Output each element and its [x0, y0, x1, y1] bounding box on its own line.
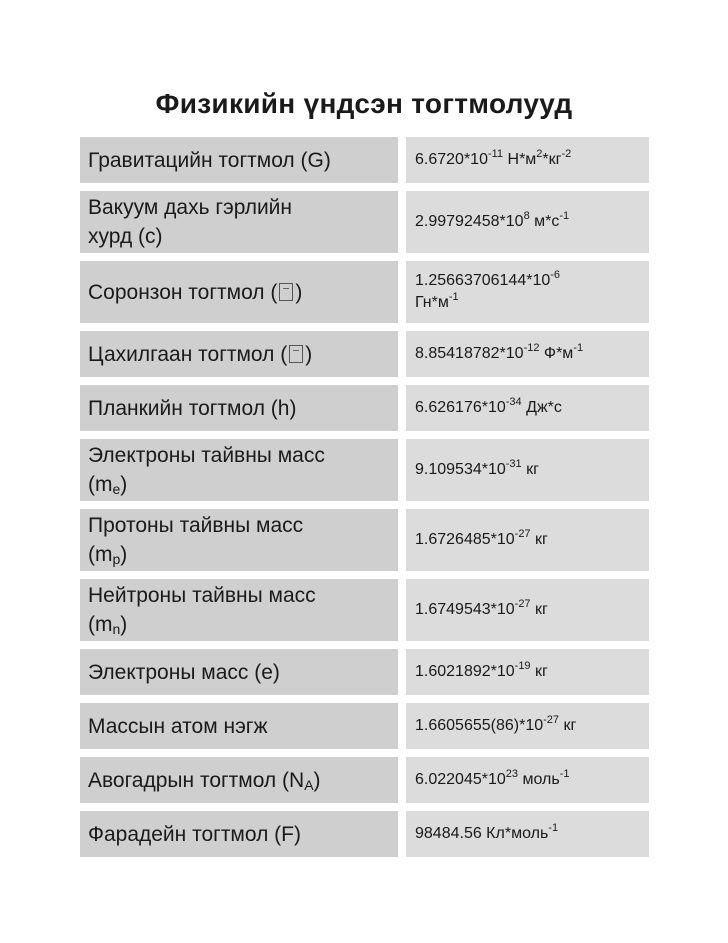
table-row	[80, 439, 649, 509]
constant-name: Массын атом нэгж	[80, 703, 406, 757]
constant-name: Авогадрын тогтмол $(N_A)$	[80, 757, 406, 811]
constant-value: $1.6726485*10^{-27}$ кг	[406, 509, 649, 579]
table-row	[80, 811, 649, 865]
constant-value: $9.109534*10^{-31}$ кг	[406, 439, 649, 509]
page-title: Физикийн үндсэн тогтмолууд	[155, 88, 573, 119]
table-row	[80, 703, 649, 757]
constant-name: Фарадейн тогтмол (F)	[80, 811, 406, 865]
constant-name: Вакуум дахь гэрлийн хурд (c)	[80, 191, 406, 261]
constant-value: $1.6021892*10^{-19}$ кг	[406, 649, 649, 703]
constant-value: 98484.56 Кл*моль$^{-1}$	[406, 811, 649, 865]
unknown-glyph-icon	[279, 283, 293, 301]
constant-value: $1.25663706144*10^{-6}$ $Гн*м^{-1}$	[406, 261, 649, 331]
table-row	[80, 191, 649, 261]
table-row	[80, 331, 649, 385]
constant-name: Цахилгаан тогтмол ( )	[80, 331, 406, 385]
table-row	[80, 261, 649, 331]
constant-value: $6.022045*10^{23}$ моль$^{-1}$	[406, 757, 649, 811]
constant-name: Планкийн тогтмол (h)	[80, 385, 406, 439]
constant-value: $1.6749543*10^{-27}$ кг	[406, 579, 649, 649]
table-row	[80, 137, 649, 191]
constant-name: Электроны масс (e)	[80, 649, 406, 703]
constant-value: $6.6720*10^{-11}$ $Н*м^2*кг^{-2}$	[406, 137, 649, 191]
constant-name: Нейтроны тайвны масс $(m_n)$	[80, 579, 406, 649]
constant-value: $6.626176*10^{-34}$ Дж*с	[406, 385, 649, 439]
constant-value: $8.85418782*10^{-12}$ $Ф*м^{-1}$	[406, 331, 649, 385]
constant-value: $2.99792458*10^8$ $м*с^{-1}$	[406, 191, 649, 261]
constant-name: Соронзон тогтмол ( )	[80, 261, 406, 331]
table-row	[80, 757, 649, 811]
constant-name: Гравитацийн тогтмол (G)	[80, 137, 406, 191]
constant-value: $1.6605655(86)*10^{-27}$ кг	[406, 703, 649, 757]
table-row	[80, 385, 649, 439]
table-row	[80, 649, 649, 703]
constant-name: Протоны тайвны масс $(m_p)$	[80, 509, 406, 579]
constant-name: Электроны тайвны масс $(m_e)$	[80, 439, 406, 509]
table-row	[80, 579, 649, 649]
unknown-glyph-icon	[289, 345, 303, 363]
table-row	[80, 509, 649, 579]
constants-table	[80, 137, 649, 865]
